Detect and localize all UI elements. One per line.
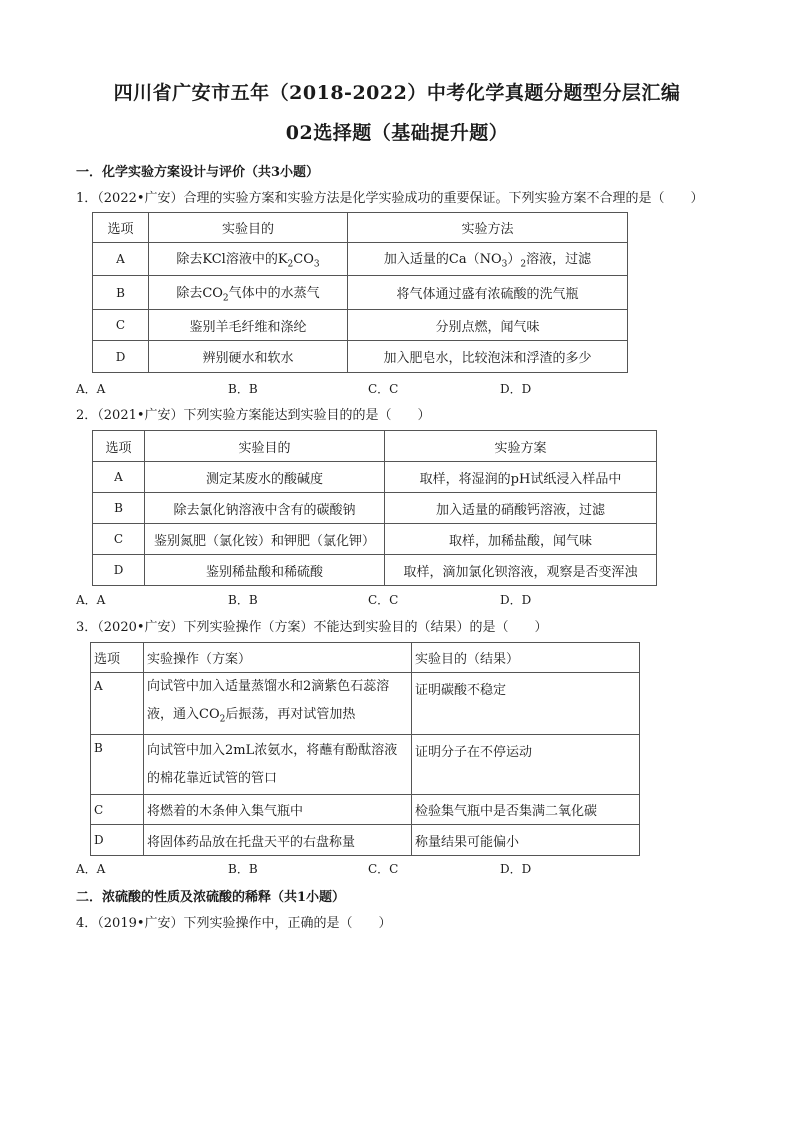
row-goal: 鉴别稀盐酸和稀硫酸 [145, 555, 385, 586]
option-a[interactable]: A．A [76, 382, 106, 396]
header-result: 实验目的（结果） [412, 643, 640, 673]
row-result: 称量结果可能偏小 [412, 825, 640, 856]
row-operation: 向试管中加入适量蒸馏水和2滴紫色石蕊溶 液，通入$CO_2$后振荡，再对试管加热 [144, 673, 412, 735]
row-key: B [93, 276, 149, 310]
row-goal: 除去$CO_2$气体中的水蒸气 [149, 276, 348, 310]
question-1-stem: 1．（2022•广安）合理的实验方案和实验方法是化学实验成功的重要保证。下列实验方案不合理的是（ ） [76, 191, 704, 206]
question-2-stem: 2．（2021•广安）下列实验方案能达到实验目的的是（ ） [76, 408, 431, 423]
row-operation-line-1: 向试管中加入适量蒸馏水和2滴紫色石蕊溶 [147, 679, 390, 695]
question-4-stem: 4．（2019•广安）下列实验操作中，正确的是（ ） [76, 916, 392, 931]
header-method: 实验方案 [385, 431, 657, 462]
option-d[interactable]: D．D [500, 862, 532, 876]
row-key: D [91, 825, 144, 856]
document-title: 四川省广安市五年（2018-2022）中考化学真题分题型分层汇编 [113, 82, 681, 104]
question-3-stem: 3．（2020•广安）下列实验操作（方案）不能达到实验目的（结果）的是（ ） [76, 620, 548, 635]
option-a[interactable]: A．A [76, 862, 106, 876]
question-2-options [76, 591, 676, 607]
option-b[interactable]: B．B [228, 593, 258, 607]
row-key: A [93, 462, 145, 493]
header-goal: 实验目的 [149, 213, 348, 243]
section-heading-2: 二．浓硫酸的性质及浓硫酸的稀释（共1小题） [76, 890, 346, 905]
table-header-row [93, 213, 628, 243]
question-2-table [92, 430, 657, 586]
row-key: B [91, 735, 144, 795]
row-key: B [93, 493, 145, 524]
document-subtitle: 02选择题（基础提升题） [285, 122, 509, 144]
row-result: 检验集气瓶中是否集满二氧化碳 [412, 795, 640, 825]
table-header-row [93, 431, 657, 462]
row-operation: 将固体药品放在托盘天平的右盘称量 [144, 825, 412, 856]
row-method: 加入肥皂水，比较泡沫和浮渣的多少 [348, 341, 628, 373]
header-method: 实验方法 [348, 213, 628, 243]
header-operation: 实验操作（方案） [144, 643, 412, 673]
row-result: 证明分子在不停运动 [412, 735, 640, 795]
row-method: 将气体通过盛有浓硫酸的洗气瓶 [348, 276, 628, 310]
row-method: 加入适量的硝酸钙溶液，过滤 [385, 493, 657, 524]
table-row [91, 673, 640, 735]
row-operation: 将燃着的木条伸入集气瓶中 [144, 795, 412, 825]
header-option: 选项 [93, 213, 149, 243]
row-key: C [93, 524, 145, 555]
header-option: 选项 [91, 643, 144, 673]
table-row [93, 493, 657, 524]
table-row [93, 555, 657, 586]
option-c[interactable]: C．C [368, 382, 399, 396]
row-goal: 测定某废水的酸碱度 [145, 462, 385, 493]
row-operation [144, 735, 412, 795]
row-key: A [91, 673, 144, 735]
row-goal: 除去氯化钠溶液中含有的碳酸钠 [145, 493, 385, 524]
table-row [93, 310, 628, 341]
table-row [93, 276, 628, 310]
option-c[interactable]: C．C [368, 862, 399, 876]
row-goal: 鉴别氮肥（氯化铵）和钾肥（氯化钾） [145, 524, 385, 555]
row-method: 取样，加稀盐酸，闻气味 [385, 524, 657, 555]
question-1-table [92, 212, 628, 373]
table-row [91, 825, 640, 856]
table-row [91, 795, 640, 825]
option-d[interactable]: D．D [500, 593, 532, 607]
row-key: A [93, 243, 149, 276]
question-3-table [90, 642, 640, 856]
row-key: D [93, 341, 149, 373]
row-key: C [93, 310, 149, 341]
section-heading-1: 一．化学实验方案设计与评价（共3小题） [76, 165, 320, 180]
row-goal: 辨别硬水和软水 [149, 341, 348, 373]
row-operation-line-1: 向试管中加入2mL浓氨水，将蘸有酚酞溶液 [147, 742, 398, 758]
table-header-row [91, 643, 640, 673]
question-3-options [76, 860, 676, 876]
row-goal: 除去KCl溶液中的$K_2CO_3$ [149, 243, 348, 276]
row-method: 取样，将湿润的pH试纸浸入样品中 [385, 462, 657, 493]
row-key: C [91, 795, 144, 825]
table-row [93, 341, 628, 373]
option-d[interactable]: D．D [500, 382, 532, 396]
row-goal: 鉴别羊毛纤维和涤纶 [149, 310, 348, 341]
table-row [91, 735, 640, 795]
header-goal: 实验目的 [145, 431, 385, 462]
row-result: 证明碳酸不稳定 [412, 673, 640, 735]
question-1-options [76, 380, 676, 396]
row-key: D [93, 555, 145, 586]
row-method: 加入适量的$Ca(NO_3)_2$溶液，过滤 [348, 243, 628, 276]
row-method: 取样，滴加氯化钡溶液，观察是否变浑浊 [385, 555, 657, 586]
option-b[interactable]: B．B [228, 382, 258, 396]
option-c[interactable]: C．C [368, 593, 399, 607]
row-operation-line-2: 的棉花靠近试管的管口 [147, 770, 278, 786]
table-row [93, 243, 628, 276]
table-row [93, 524, 657, 555]
option-a[interactable]: A．A [76, 593, 106, 607]
row-method: 分别点燃，闻气味 [348, 310, 628, 341]
table-row [93, 462, 657, 493]
header-option: 选项 [93, 431, 145, 462]
option-b[interactable]: B．B [228, 862, 258, 876]
